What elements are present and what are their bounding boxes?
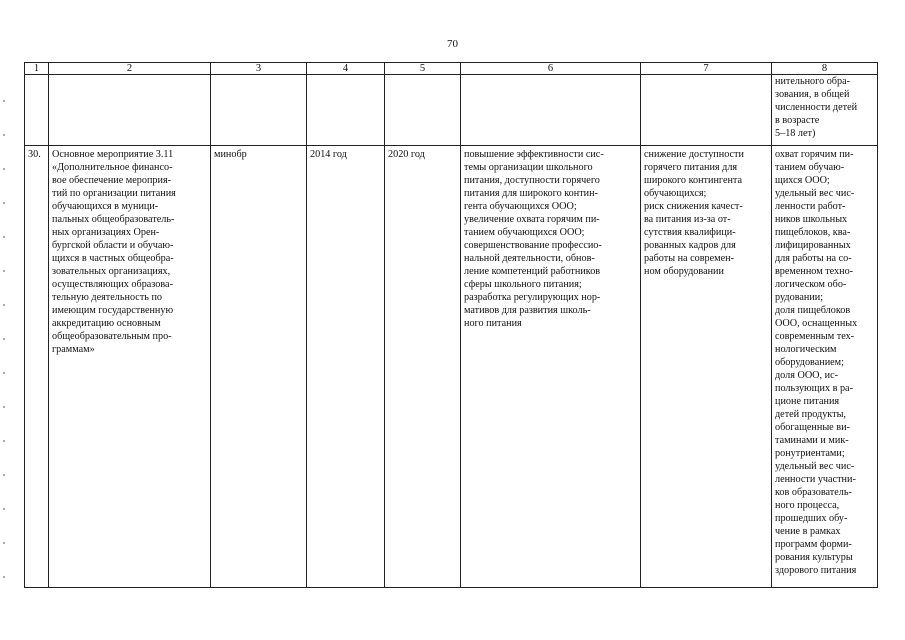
- consequences-cell: снижение доступности горячего питания для широкого контингента обучающихся; риск снижения качест- ва питания из-за от- сутствия квалифици- рованных кадров для работы на современ- ном оборудовании: [641, 146, 772, 588]
- expected-result-cell: повышение эффективности сис- темы организации школьного питания, доступности горячего питания для широкого контин- гента обучающихся ООО; увеличение охвата горячим пи- танием обучающихся ООО; совершенствование профессио- нальной деятельности, обнов- ление компетенций работников сферы школьного питания; разработка регулирующих нор- мативов для развития школь- ного питания: [461, 146, 641, 588]
- cell-empty: [49, 75, 211, 146]
- col-header-3: 3: [211, 63, 307, 75]
- start-year-cell: 2014 год: [307, 146, 385, 588]
- row-number-cell: 30.: [25, 146, 49, 588]
- col-header-7: 7: [641, 63, 772, 75]
- col-header-8: 8: [772, 63, 878, 75]
- column-numbers-row: [25, 63, 878, 75]
- measure-name-cell: Основное мероприятие 3.11 «Дополнительное финансо- вое обеспечение мероприя- тий по организации питания обучающихся в муници- пальных общеобразователь- ных организациях Орен- бургской области и обучаю- щихся в частных общеобра- зовательных организациях, осуществляющих образова- тельную деятельность по имеющим государственную аккредитацию основным общеобразовательным про- граммам»: [49, 146, 211, 588]
- col-header-1: 1: [25, 63, 49, 75]
- col-header-4: 4: [307, 63, 385, 75]
- cell-empty: [307, 75, 385, 146]
- page-number: 70: [447, 38, 458, 50]
- program-table: [24, 62, 878, 588]
- col-header-2: 2: [49, 63, 211, 75]
- end-year-cell: 2020 год: [385, 146, 461, 588]
- continuation-row: [25, 75, 878, 146]
- margin-marks: [3, 100, 5, 600]
- table-row: [25, 146, 878, 588]
- cell-empty: [385, 75, 461, 146]
- continued-indicator-cell: нительного обра- зования, в общей численности детей в возрасте 5–18 лет): [772, 75, 878, 146]
- cell-empty: [211, 75, 307, 146]
- executor-cell: минобр: [211, 146, 307, 588]
- col-header-5: 5: [385, 63, 461, 75]
- cell-empty: [25, 75, 49, 146]
- col-header-6: 6: [461, 63, 641, 75]
- indicators-cell: охват горячим пи- танием обучаю- щихся ООО; удельный вес чис- ленности работ- ников школьных пищеблоков, ква- лифицированных для работы на со- временном техно- логическом обо- рудовании; доля пищеблоков ООО, оснащенных современным тех- нологическим оборудованием; доля ООО, ис- пользующих в ра- ционе питания детей продукты, обогащенные ви- таминами и мик- ронутриентами; удельный вес чис- ленности участни- ков образователь- ного процесса, прошедших обу- чение в рамках программ форми- рования культуры здорового питания: [772, 146, 878, 588]
- cell-empty: [641, 75, 772, 146]
- cell-empty: [461, 75, 641, 146]
